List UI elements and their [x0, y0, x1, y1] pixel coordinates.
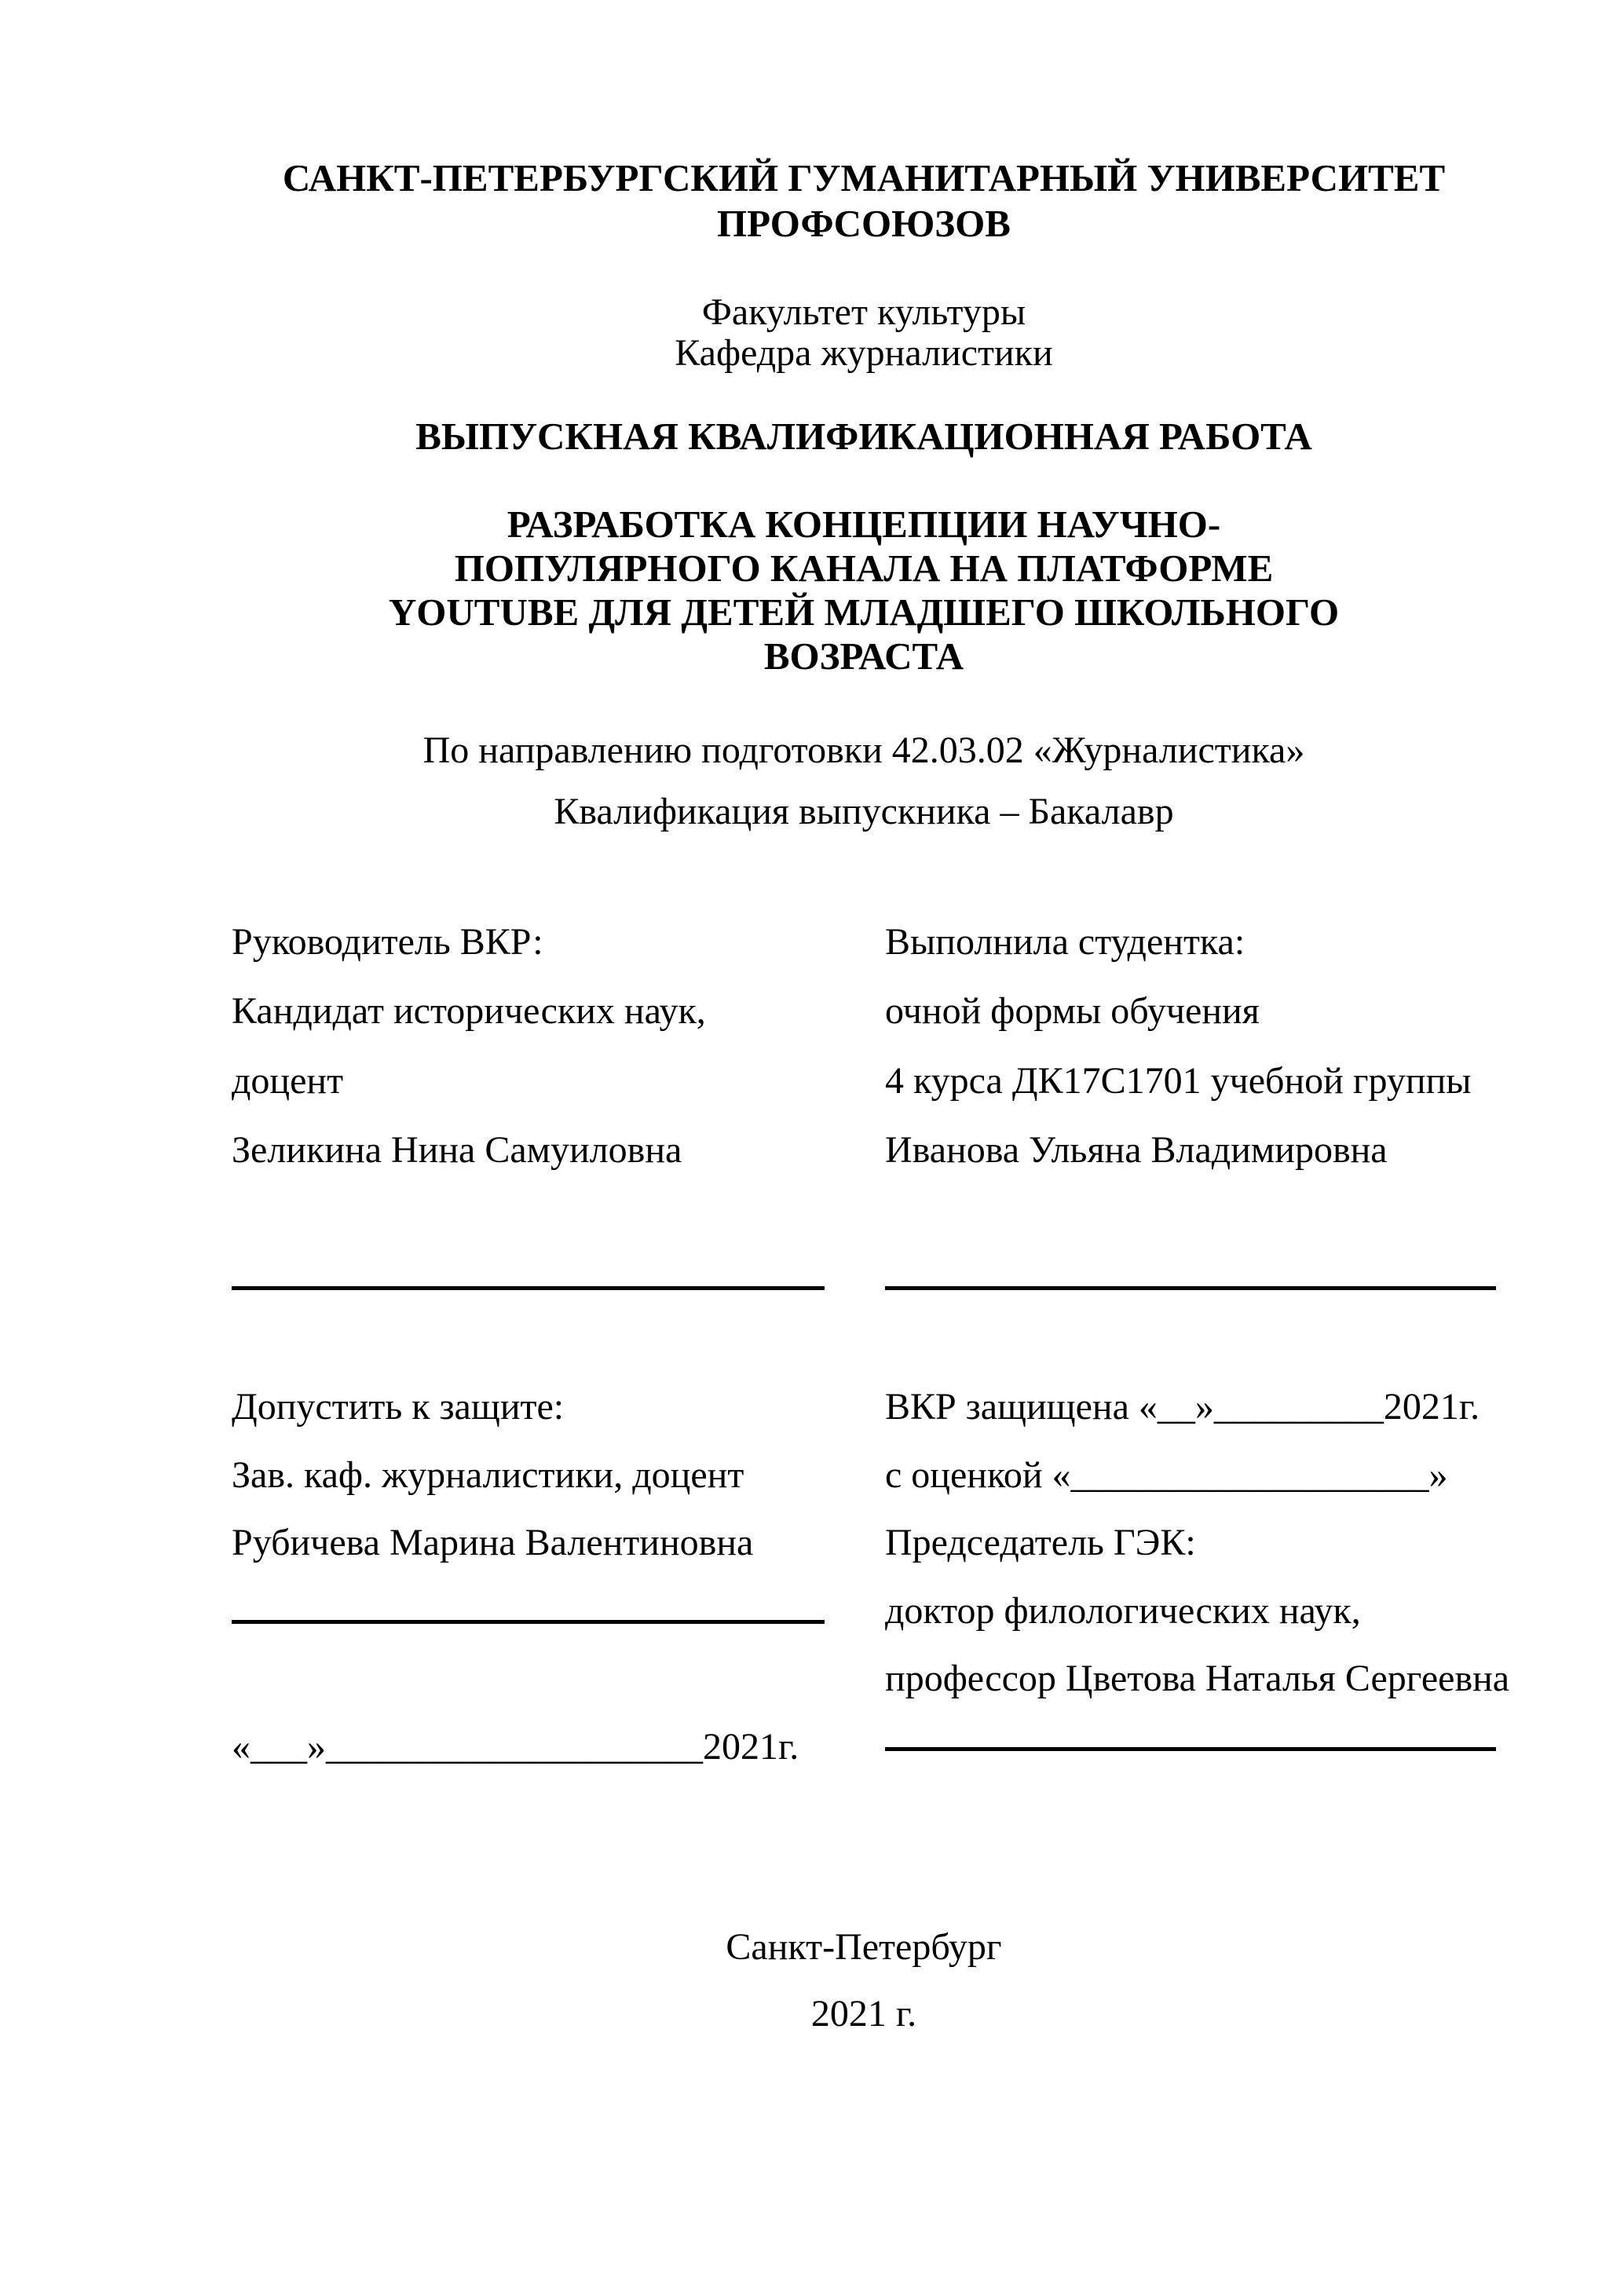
thesis-title-line1: РАЗРАБОТКА КОНЦЕПЦИИ НАУЧНО-	[507, 503, 1221, 546]
graduate-qualification: Квалификация выпускника – Бакалавр	[554, 791, 1174, 832]
thesis-title-line3: YOUTUBE ДЛЯ ДЕТЕЙ МЛАДШЕГО ШКОЛЬНОГО	[388, 590, 1340, 634]
supervisor-degree: Кандидат исторических наук,	[232, 990, 706, 1032]
defense-date-line: ВКР защищена «__»_________2021г.	[885, 1386, 1480, 1428]
thesis-title-line4: ВОЗРАСТА	[763, 634, 964, 678]
university-name-line2: ПРОФСОЮЗОВ	[717, 202, 1011, 245]
work-type-heading: ВЫПУСКНАЯ КВАЛИФИКАЦИОННАЯ РАБОТА	[415, 415, 1312, 458]
department-name: Кафедра журналистики	[675, 332, 1053, 374]
defense-grade-line: с оценкой «___________________»	[885, 1454, 1448, 1496]
thesis-title-line2: ПОПУЛЯРНОГО КАНАЛА НА ПЛАТФОРМЕ	[454, 547, 1274, 590]
gek-chairman-degree: доктор филологических наук,	[885, 1590, 1361, 1632]
city-name: Санкт-Петербург	[726, 1926, 1002, 1968]
admission-label: Допустить к защите:	[232, 1386, 565, 1428]
study-direction: По направлению подготовки 42.03.02 «Журналистика»	[422, 729, 1305, 771]
faculty-department	[232, 292, 1496, 374]
gek-chairman-name: профессор Цветова Наталья Сергеевна	[885, 1658, 1510, 1699]
year-label: 2021 г.	[810, 1993, 917, 2035]
supervisor-signature-line	[232, 1286, 825, 1290]
student-name: Иванова Ульяна Владимировна	[885, 1129, 1388, 1171]
gek-chairman-label: Председатель ГЭК:	[885, 1522, 1196, 1563]
gek-chairman-signature-line	[885, 1747, 1496, 1751]
thesis-title	[232, 503, 1496, 678]
department-head-position: Зав. каф. журналистики, доцент	[232, 1454, 744, 1496]
student-study-form: очной формы обучения	[885, 990, 1260, 1032]
supervisor-name: Зеликина Нина Самуиловна	[232, 1129, 682, 1171]
faculty-name: Факультет культуры	[701, 291, 1026, 333]
supervisor-position: доцент	[232, 1060, 344, 1102]
university-name-line1: САНКТ-ПЕТЕРБУРГСКИЙ ГУМАНИТАРНЫЙ УНИВЕРСИТЕТ	[282, 156, 1446, 199]
department-head-signature-line	[232, 1620, 825, 1624]
student-signature-line	[885, 1286, 1496, 1290]
university-name	[232, 155, 1496, 247]
admission-date-line: «___»____________________2021г.	[232, 1726, 799, 1768]
student-group: 4 курса ДК17С1701 учебной группы	[885, 1060, 1472, 1102]
department-head-name: Рубичева Марина Валентиновна	[232, 1522, 754, 1563]
supervisor-label: Руководитель ВКР:	[232, 921, 543, 963]
student-label: Выполнила студентка:	[885, 921, 1245, 963]
